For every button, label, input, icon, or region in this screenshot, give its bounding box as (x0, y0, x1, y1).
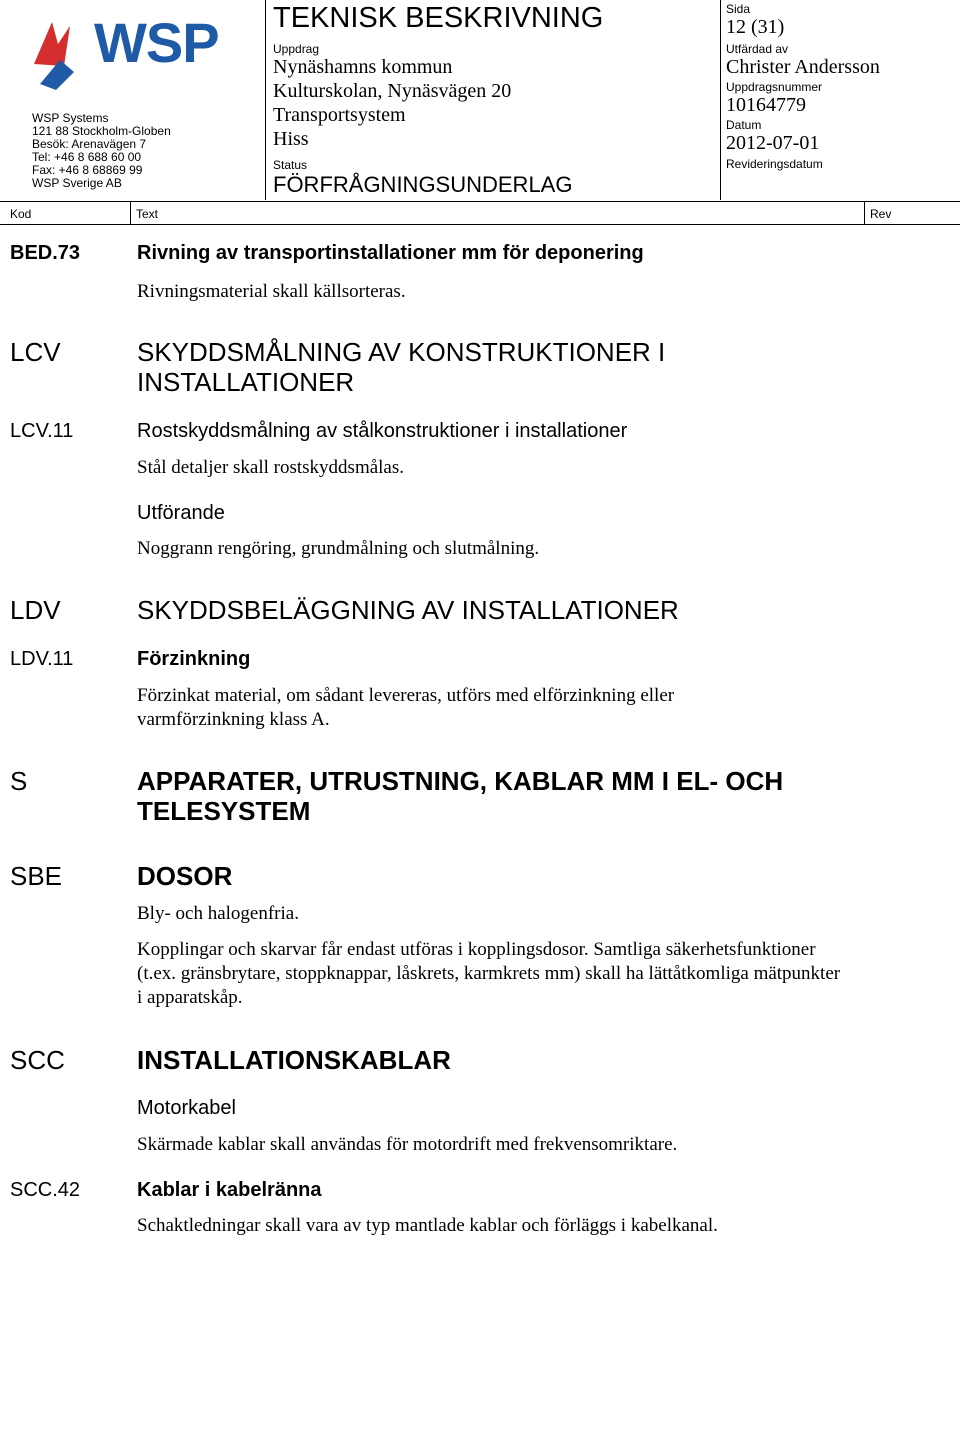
uppdragsnummer-value: 10164779 (726, 94, 806, 116)
section-title: Rostskyddsmålning av stålkonstruktioner i installationer (137, 420, 628, 442)
datum-value: 2012-07-01 (726, 132, 820, 154)
logo-text: WSP (94, 11, 219, 74)
section-title: SKYDDSBELÄGGNING AV INSTALLATIONER (137, 595, 679, 625)
column-kod: Kod (10, 207, 32, 221)
section-text: Kopplingar och skarvar får endast utföras i kopplingsdosor. Samtliga säkerhetsfunktioner (t.ex. gränsbrytare, stoppknappar, låskrets, karmkrets mm) skall ha lättåtkomliga mätpunkter i apparatskåp. (137, 939, 841, 1008)
sida-label: Sida (726, 2, 751, 16)
section-code: BED.73 (10, 242, 81, 264)
utfardad-value: Christer Andersson (726, 56, 880, 78)
subsection-title: Utförande (137, 502, 225, 524)
subsection-title: Motorkabel (137, 1097, 236, 1119)
status-label: Status (273, 158, 308, 172)
company-line: Tel: +46 8 688 60 00 (32, 150, 142, 164)
section-code: LDV.11 (10, 648, 74, 670)
column-header-bottom-rule (0, 224, 960, 225)
column-header-top-rule (0, 201, 960, 202)
section-text: Noggrann rengöring, grundmålning och slutmålning. (137, 538, 540, 559)
section-text: Skärmade kablar skall användas för motordrift med frekvensomriktare. (137, 1134, 678, 1155)
section-title: DOSOR (137, 861, 233, 891)
uppdrag-line: Nynäshamns kommun (273, 56, 453, 78)
section-title: Förzinkning (137, 648, 251, 670)
utfardad-label: Utfärdad av (726, 42, 789, 56)
section-code: SBE (10, 861, 63, 891)
uppdrag-line: Kulturskolan, Nynäsvägen 20 (273, 80, 512, 102)
uppdragsnummer-label: Uppdragsnummer (726, 80, 823, 94)
uppdrag-label: Uppdrag (273, 42, 320, 56)
company-line: 121 88 Stockholm-Globen (32, 124, 171, 138)
status-value: FÖRFRÅGNINGSUNDERLAG (273, 172, 573, 197)
section-title: Kablar i kabelränna (137, 1179, 322, 1201)
column-rev: Rev (870, 207, 892, 221)
company-line: WSP Systems (32, 111, 109, 125)
section-title: INSTALLATIONSKABLAR (137, 1045, 451, 1075)
column-divider (130, 201, 131, 224)
section-code: S (10, 766, 28, 796)
section-code: LCV (10, 337, 61, 367)
section-text: Rivningsmaterial skall källsorteras. (137, 281, 406, 302)
section-code: LCV.11 (10, 420, 74, 442)
column-text: Text (136, 207, 159, 221)
company-info (32, 112, 171, 190)
section-text: Schaktledningar skall vara av typ mantlade kablar och förläggs i kabelkanal. (137, 1215, 718, 1236)
section-code: SCC.42 (10, 1179, 81, 1201)
datum-label: Datum (726, 118, 762, 132)
uppdrag-line: Hiss (273, 128, 309, 150)
section-code: SCC (10, 1045, 65, 1075)
doc-title: TEKNISK BESKRIVNING (273, 2, 604, 34)
section-text: Stål detaljer skall rostskyddsmålas. (137, 457, 405, 478)
section-title: APPARATER, UTRUSTNING, KABLAR MM I EL- OCH TELESYSTEM (137, 766, 784, 826)
company-line: Besök: Arenavägen 7 (32, 137, 147, 151)
header-divider (720, 0, 721, 200)
sida-value: 12 (31) (726, 16, 785, 38)
revideringsdatum-label: Revideringsdatum (726, 157, 823, 171)
company-line: WSP Sverige AB (32, 176, 122, 190)
section-title: Rivning av transportinstallationer mm för deponering (137, 242, 644, 264)
section-text: Bly- och halogenfria. (137, 903, 299, 924)
section-code: LDV (10, 595, 61, 625)
section-title: SKYDDSMÅLNING AV KONSTRUKTIONER I INSTALLATIONER (137, 337, 666, 397)
column-divider (864, 201, 865, 224)
uppdrag-line: Transportsystem (273, 104, 406, 126)
wsp-logo (30, 11, 230, 94)
header-divider (265, 0, 266, 200)
company-line: Fax: +46 8 68869 99 (32, 163, 143, 177)
section-text: Förzinkat material, om sådant levereras, utförs med elförzinkning eller varmförzinkning klass A. (137, 685, 675, 730)
